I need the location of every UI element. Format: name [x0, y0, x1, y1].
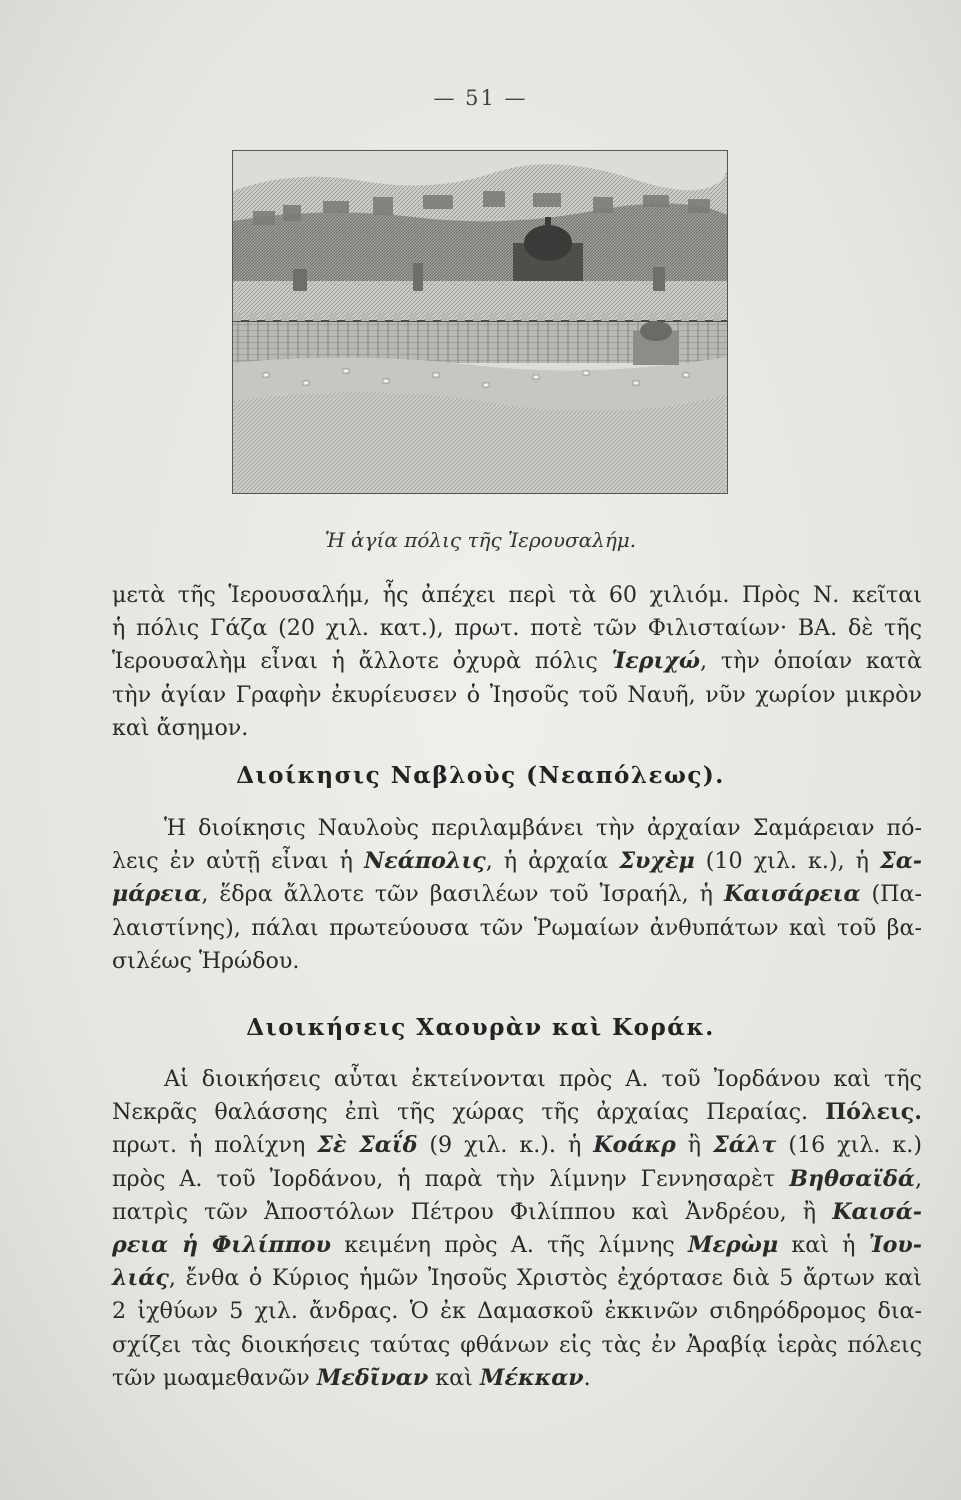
place-name: Μέκκαν [479, 1364, 584, 1391]
text-run: (9 χιλ. κ.). ἡ [417, 1132, 594, 1159]
place-name: Μεδῖναν [316, 1364, 429, 1391]
illustration-caption: Ἡ ἁγία πόλις τῆς Ἱερουσαλήμ. [324, 528, 637, 552]
text-run: τῶν μωαμεθανῶν [112, 1364, 317, 1391]
place-name: Μερὼμ [687, 1232, 779, 1259]
text-line [112, 1163, 922, 1196]
text-run: , ἕδρα ἄλλοτε τῶν βασιλέων τοῦ Ἰσραήλ, ἡ [201, 881, 724, 908]
text-line: μετὰ τῆς Ἱερουσαλήμ, ἧς ἀπέχει περὶ τὰ 60 χιλιόμ. Πρὸς Ν. κεῖται [112, 582, 922, 608]
text-line: λαιστίνης), πάλαι πρωτεύουσα τῶν Ῥωμαίων ἀνθυπάτων καὶ τοῦ βα- [112, 914, 922, 941]
text-line [112, 1196, 922, 1229]
place-name: μάρεια [112, 881, 202, 908]
text-run: Νεκρᾶς θαλάσσης ἐπὶ τῆς χώρας τῆς ἀρχαίας Περαίας. [112, 1099, 826, 1126]
place-name: ρεια ἡ Φιλίππου [112, 1232, 331, 1259]
page-number: — 51 — [433, 86, 528, 110]
text-line: 2 ἰχθύων 5 χιλ. ἄνδρας. Ὁ ἐκ Δαμασκοῦ ἐκκινῶν σιδηρόδρομος δια- [112, 1298, 922, 1325]
paragraph-hauran [112, 1063, 922, 1395]
text-line: Ἡ διοίκησις Ναυλοὺς περιλαμβάνει τὴν ἀρχαίαν Σαμάρειαν πό- [164, 815, 922, 841]
text-run: ἢ [675, 1132, 714, 1159]
paragraph-nablus [112, 812, 922, 978]
section-heading-hauran: Διοικήσεις Χαουρὰν καὶ Κοράκ. [246, 1014, 715, 1041]
text-line [112, 845, 922, 878]
place-name: Συχὲμ [619, 848, 695, 875]
text-line: σιλέως Ἡρώδου. [112, 947, 300, 974]
text-line [112, 1362, 922, 1395]
text-run: . [583, 1364, 591, 1391]
city-panorama-icon [233, 151, 727, 493]
text-run: πατρὶς τῶν Ἀποστόλων Πέτρου Φιλίππου καὶ Ἀνδρέου, ἢ [112, 1198, 833, 1225]
text-line: Αἱ διοικήσεις αὗται ἐκτείνονται πρὸς Α. τοῦ Ἰορδάνου καὶ τῆς [164, 1066, 922, 1092]
subheading-cities: Πόλεις. [825, 1099, 922, 1126]
place-name: λιάς [112, 1265, 169, 1292]
jerusalem-engraving [232, 150, 728, 494]
text-line: ἡ πόλις Γάζα (20 χιλ. κατ.), πρωτ. ποτὲ τῶν Φιλισταίων· ΒΑ. δὲ τῆς [112, 615, 922, 642]
place-name: Ἱεριχώ [611, 648, 701, 675]
place-name: Νεάπολις [364, 848, 486, 875]
text-run: (10 χιλ. κ.), ἡ [694, 848, 881, 875]
text-line [112, 645, 922, 678]
text-line [112, 1229, 922, 1262]
text-run: , τὴν ὁποίαν κατὰ [700, 648, 923, 675]
text-run: (16 χιλ. κ.) [776, 1132, 923, 1159]
place-name: Βηθσαϊδά [789, 1165, 915, 1192]
section-heading-nablus: Διοίκησις Ναβλοὺς (Νεαπόλεως). [236, 762, 725, 789]
text-run: λεις ἐν αὐτῇ εἶναι ἡ [112, 848, 364, 875]
text-line [112, 1129, 922, 1162]
place-name: Καισά- [832, 1198, 922, 1225]
place-name: Κοάκρ [593, 1132, 676, 1159]
text-run: , ἡ ἀρχαία [485, 848, 620, 875]
text-run: , [914, 1165, 922, 1192]
text-line: τὴν ἁγίαν Γραφὴν ἐκυρίευσεν ὁ Ἰησοῦς τοῦ Ναυῆ, νῦν χωρίον μικρὸν [112, 681, 922, 708]
place-name: Ἰου- [868, 1232, 922, 1259]
text-run: καὶ ἡ [778, 1232, 869, 1259]
text-line: σχίζει τὰς διοικήσεις ταύτας φθάνων εἰς τὰς ἐν Ἀραβίᾳ ἱερὰς πόλεις [112, 1331, 922, 1358]
text-run: πρωτ. ἡ πολίχνη [112, 1132, 318, 1159]
text-line [112, 878, 922, 911]
place-name: Σάλτ [713, 1132, 777, 1159]
place-name: Καισάρεια [723, 881, 861, 908]
text-run: (Πα- [860, 881, 923, 908]
text-run: , ἔνθα ὁ Κύριος ἡμῶν Ἰησοῦς Χριστὸς ἐχόρτασε διὰ 5 ἄρτων καὶ [168, 1265, 922, 1292]
text-run: καὶ [428, 1364, 480, 1391]
place-name: Σὲ Σαΐδ [317, 1132, 418, 1159]
text-run: πρὸς Α. τοῦ Ἰορδάνου, ἡ παρὰ τὴν λίμνην Γεννησαρὲτ [112, 1165, 790, 1192]
text-line: καὶ ἄσημον. [112, 714, 249, 741]
text-run: Ἱερουσαλὴμ εἶναι ἡ ἄλλοτε ὀχυρὰ πόλις [112, 648, 612, 675]
text-run: κειμένη πρὸς Α. τῆς λίμνης [331, 1232, 688, 1259]
place-name: Σα- [880, 848, 922, 875]
text-line [112, 1096, 922, 1129]
text-line [112, 1262, 922, 1295]
paragraph-jericho [112, 579, 922, 745]
